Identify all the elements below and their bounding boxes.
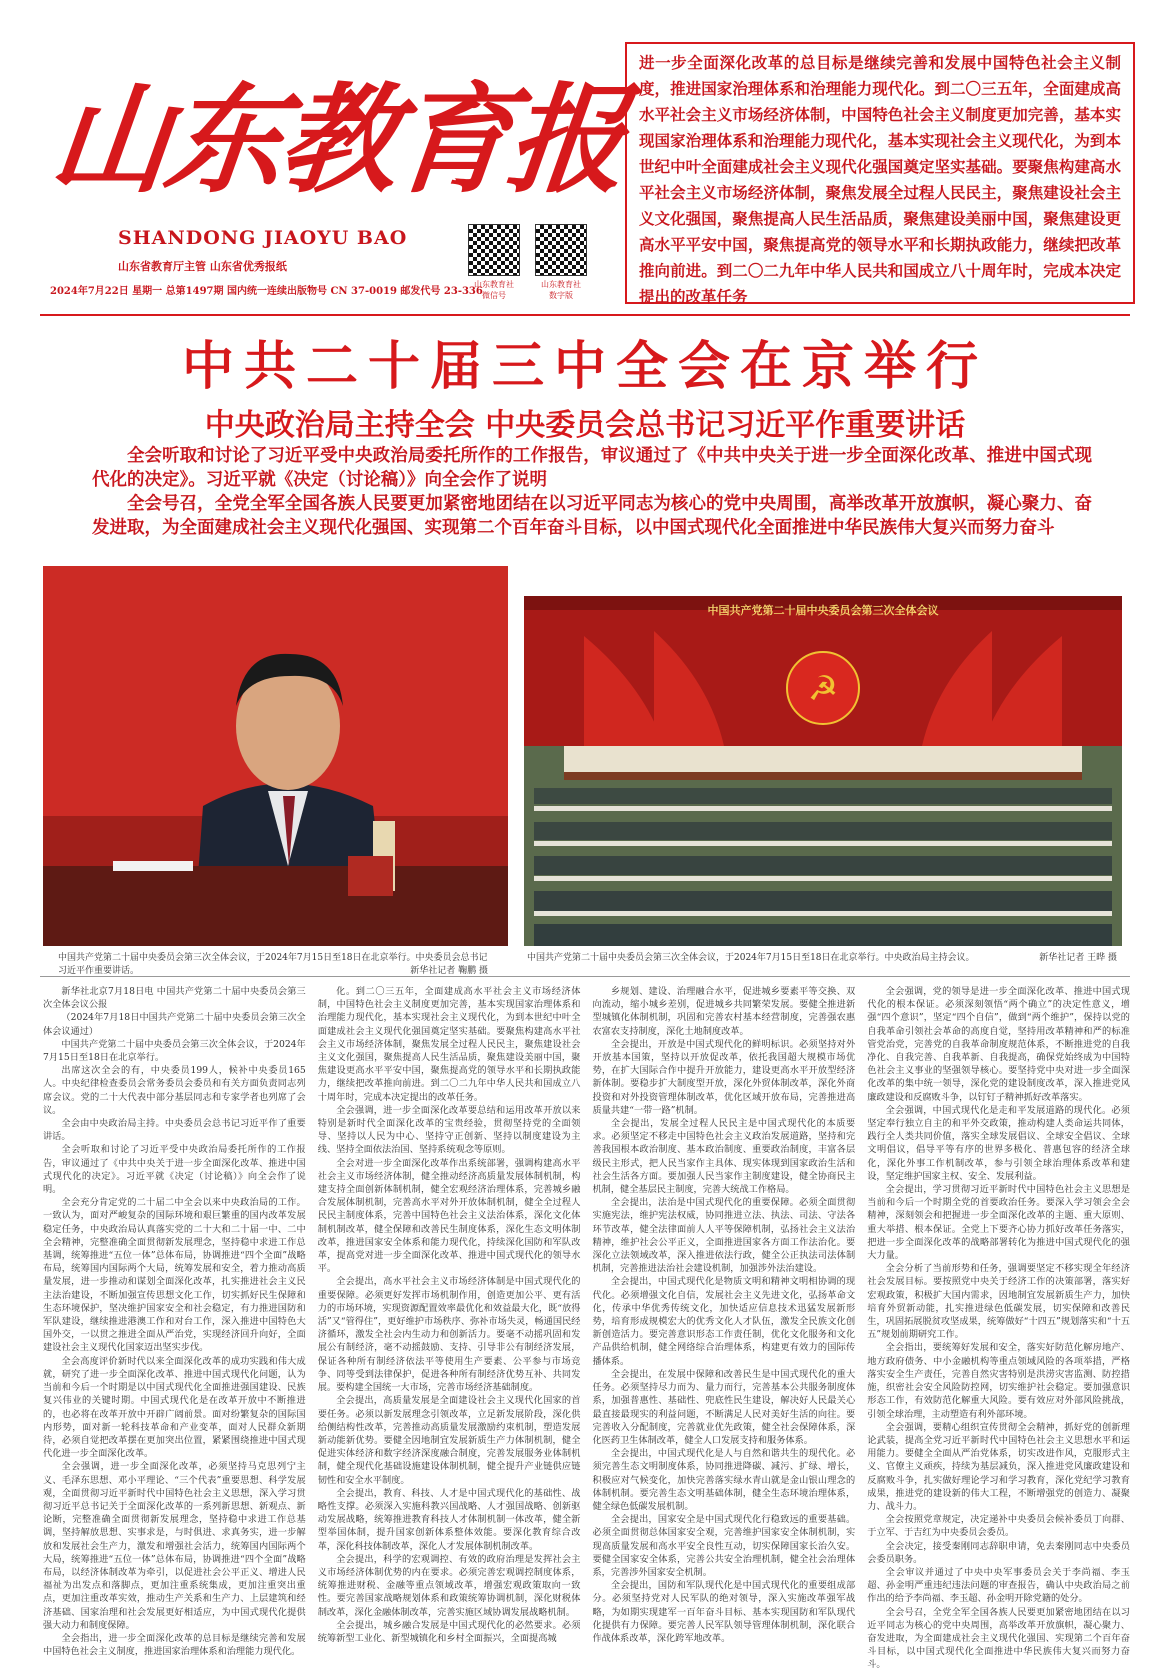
paragraph: 化。到二〇三五年，全面建成高水平社会主义市场经济体制，中国特色社会主义制度更加完善，基本实现国家治理体系和治理能力现代化，基本实现社会主义现代化，为到本世纪中叶全面建成社会主义现代化强国奠定坚实基础。要聚焦构建高水平社会主义市场经济体制，聚焦发展全过程人民民主，聚焦建设社会主义文化强国，聚焦提高人民生活品质，聚焦建设美丽中国，聚焦建设更高水平平安中国，聚焦提高党的领导水平和长期执政能力，继续把改革推向前进。到二〇二九年中华人民共和国成立八十周年时，完成本决定提出的改革任务。 xyxy=(317,986,581,1103)
paragraph: 全会提出，中国式现代化是人与自然和谐共生的现代化。必须完善生态文明制度体系，协同推进降碳、减污、扩绿、增长，积极应对气候变化，加快完善落实绿水青山就是金山银山理念的体制机制。要完善生态文明基础体制，健全生态环境治理体系，健全绿色低碳发展机制。 xyxy=(592,1448,856,1512)
newspaper-logo: 山东教育报 xyxy=(44,70,630,209)
paragraph: 乡规划、建设、治理融合水平，促进城乡要素平等交换、双向流动，缩小城乡差别，促进城乡共同繁荣发展。要健全推进新型城镇化体制机制，巩固和完善农村基本经营制度，完善强农惠农富农支持制度，深化土地制度改革。 xyxy=(592,986,856,1037)
paragraph: 全会提出，法治是中国式现代化的重要保障。必须全面贯彻实施宪法，维护宪法权威，协同推进立法、执法、司法、守法各环节改革，健全法律面前人人平等保障机制，弘扬社会主义法治精神，维护社会公平正义，全面推进国家各方面工作法治化。要深化立法领域改革，深入推进依法行政，健全公正执法司法体制机制，完善推进法治社会建设机制，加强涉外法治建设。 xyxy=(592,1197,856,1275)
sub-headline: 中央政治局主持全会 中央委员会总书记习近平作重要讲话 xyxy=(204,408,966,443)
photo2-credit: 新华社记者 王晔 摄 xyxy=(1039,953,1117,963)
qr-label-line2: 微信号 xyxy=(482,291,506,300)
paragraph: 全会提出，学习贯彻习近平新时代中国特色社会主义思想是当前和今后一个时期全党的首要政治任务。要深入学习领会全会精神，深刻领会和把握进一步全面深化改革的主题、重大原则、重大举措、根本保证。全党上下要齐心协力抓好改革任务落实，把进一步全面深化改革的战略部署转化为推进中国式现代化的强大力量。 xyxy=(867,1184,1130,1262)
paragraph: 全会指出，进一步全面深化改革的总目标是继续完善和发展中国特色社会主义制度，推进国家治理体系和治理能力现代化。 xyxy=(43,1632,306,1658)
paragraph: 新华社北京7月18日电 中国共产党第二十届中央委员会第三次全体会议公报 xyxy=(43,986,306,1011)
paragraph: 全会强调，党的领导是进一步全面深化改革、推进中国式现代化的根本保证。必须深刻领悟“两个确立”的决定性意义，增强“四个意识”，坚定“四个自信”，做到“两个维护”，保持以党的自我革命引领社会革命的高度自觉，坚持用改革精神和严的标准管党治党，完善党的自我革命制度规范体系，不断推进党的自我净化、自我完善、自我革新、自我提高，确保党始终成为中国特色社会主义事业的坚强领导核心。要坚持党中央对进一步全面深化改革的集中统一领导，深化党的建设制度改革，深入推进党风廉政建设和反腐败斗争，以钉钉子精神抓好改革落实。 xyxy=(867,986,1130,1103)
qr-label-line1: 山东教育社 xyxy=(474,280,514,289)
paragraph: 全会提出，教育、科技、人才是中国式现代化的基础性、战略性支撑。必须深入实施科教兴国战略、人才强国战略、创新驱动发展战略，统筹推进教育科技人才体制机制一体改革，健全新型举国体制，提升国家创新体系整体效能。要深化教育综合改革，深化科技体制改革，深化人才发展体制机制改革。 xyxy=(317,1487,581,1552)
plenary-photo-illustration xyxy=(524,596,1122,946)
plenary-banner: 中国共产党第二十届中央委员会第三次全体会议 xyxy=(707,604,939,617)
paragraph: 全会充分肯定党的二十届二中全会以来中央政治局的工作。一致认为，面对严峻复杂的国际环境和艰巨繁重的国内改革发展稳定任务，中央政治局认真落实党的二十大和二十届一中、二中全会精神，完整准确全面贯彻新发展理念，坚持稳中求进工作总基调，统筹推进“五位一体”总体布局，协调推进“四个全面”战略布局，统筹国内国际两个大局，统筹发展和安全，着力推动高质量发展，进一步推动和谋划全面深化改革，扎实推进社会主义民主法治建设，不断加强宣传思想文化工作，切实抓好民生保障和生态环境保护，坚决维护国家安全和社会稳定，有力推进国防和军队建设，继续推进港澳工作和对台工作，深入推进中国特色大国外交，一以贯之推进全面从严治党，实现经济回升向好，全面建设社会主义现代化国家迈出坚实步伐。 xyxy=(43,1197,306,1354)
issue-line: 2024年7月22日 星期一 总第1497期 国内统一连续出版物号 CN 37-0019 邮发代号 23-336 xyxy=(50,286,483,297)
paragraph: 全会高度评价新时代以来全面深化改革的成功实践和伟大成就，研究了进一步全面深化改革、推进中国式现代化问题，认为当前和今后一个时期是以中国式现代化全面推进强国建设、民族复兴伟业的关键时期。中国式现代化是在改革开放中不断推进的，也必将在改革开放中开辟广阔前景。面对纷繁复杂的国际国内形势，面对新一轮科技革命和产业变革，面对人民群众新期待，必须自觉把改革摆在更加突出位置，紧紧围绕推进中国式现代化进一步全面深化改革。 xyxy=(43,1355,306,1460)
masthead-divider xyxy=(40,314,1130,316)
paragraph: 全会强调，进一步全面深化改革要总结和运用改革开放以来特别是新时代全面深化改革的宝贵经验，贯彻坚持党的全面领导、坚持以人民为中心、坚持守正创新、坚持以制度建设为主线、坚持全面依法治国、坚持系统观念等原则。 xyxy=(317,1104,581,1156)
paragraph: 全会提出，科学的宏观调控、有效的政府治理是发挥社会主义市场经济体制优势的内在要求。必须完善宏观调控制度体系，统筹推进财税、金融等重点领域改革，增强宏观政策取向一致性。要完善国家战略规划体系和政策统筹协调机制，深化财税体制改革，深化金融体制改革，完善实施区域协调发展战略机制。 xyxy=(317,1553,581,1618)
paragraph: 全会提出，高水平社会主义市场经济体制是中国式现代化的重要保障。必须更好发挥市场机制作用，创造更加公平、更有活力的市场环境，实现资源配置效率最优化和效益最大化，既“放得活”又“管得住”，更好维护市场秩序、弥补市场失灵，畅通国民经济循环，激发全社会内生动力和创新活力。要毫不动摇巩固和发展公有制经济，毫不动摇鼓励、支持、引导非公有制经济发展，保证各种所有制经济依法平等使用生产要素、公平参与市场竞争、同等受到法律保护，促进各种所有制经济优势互补、共同发展。要构建全国统一大市场，完善市场经济基础制度。 xyxy=(317,1276,581,1394)
paragraph: 全会提出，发展全过程人民民主是中国式现代化的本质要求。必须坚定不移走中国特色社会主义政治发展道路，坚持和完善我国根本政治制度、基本政治制度、重要政治制度，丰富各层级民主形式，把人民当家作主具体、现实体现到国家政治生活和社会生活各方面。要加强人民当家作主制度建设，健全协商民主机制，健全基层民主制度，完善大统战工作格局。 xyxy=(592,1118,856,1196)
article-column-4 xyxy=(867,985,1130,1671)
qr-code-icon xyxy=(468,224,520,276)
article-column-1 xyxy=(43,985,306,1658)
paragraph: 全会听取和讨论了习近平受中央政治局委托所作的工作报告，审议通过了《中共中央关于进一步全面深化改革、推进中国式现代化的决定》。习近平就《决定（讨论稿）》向全会作了说明。 xyxy=(43,1144,306,1196)
article-column-3 xyxy=(592,985,856,1644)
paragraph: 出席这次全会的有，中央委员199人，候补中央委员165人。中央纪律检查委员会常务委员会委员和有关方面负责同志列席会议。党的二十大代表中部分基层同志和专家学者也列席了会议。 xyxy=(43,1065,306,1116)
qr-digital[interactable] xyxy=(525,224,597,301)
paragraph: 中国共产党第二十届中央委员会第三次全体会议，于2024年7月15日至18日在北京举行。 xyxy=(43,1038,306,1064)
paragraph: 全会强调，中国式现代化是走和平发展道路的现代化。必须坚定奉行独立自主的和平外交政策，推动构建人类命运共同体，践行全人类共同价值，落实全球发展倡议、全球安全倡议、全球文明倡议，倡导平等有序的世界多极化、普惠包容的经济全球化，深化外事工作机制改革，参与引领全球治理体系改革和建设，坚定维护国家主权、安全、发展利益。 xyxy=(867,1104,1130,1182)
photo2-caption-text: 中国共产党第二十届中央委员会第三次全体会议，于2024年7月15日至18日在北京举行。中央政治局主持会议。 xyxy=(527,953,975,963)
qr-label-line2: 数字版 xyxy=(549,291,573,300)
lead-paragraph-2: 全会号召，全党全军全国各族人民要更加紧密地团结在以习近平同志为核心的党中央周围，高举改革开放旗帜，凝心聚力、奋发进取，为全面建成社会主义现代化强国、实现第二个百年奋斗目标，以中国式现代化全面推进中华民族伟大复兴而努力奋斗 xyxy=(92,494,1092,538)
paragraph: 全会提出，高质量发展是全面建设社会主义现代化国家的首要任务。必须以新发展理念引领改革，立足新发展阶段，深化供给侧结构性改革，完善推动高质量发展激励约束机制，塑造发展新动能新优势。要健全因地制宜发展新质生产力体制机制，健全促进实体经济和数字经济深度融合制度，完善发展服务业体制机制，健全现代化基础设施建设体制机制，健全提升产业链供应链韧性和安全水平制度。 xyxy=(317,1395,581,1486)
paragraph: （2024年7月18日中国共产党第二十届中央委员会第三次全体会议通过） xyxy=(43,1012,306,1037)
paragraph: 全会强调，要精心组织宣传贯彻全会精神，抓好党的创新理论武装，提高全党习近平新时代中国特色社会主义思想水平和运用能力。要健全全面从严治党体系，切实改进作风，克服形式主义、官僚主义顽疾，持续为基层减负，深入推进党风廉政建设和反腐败斗争，扎实做好理论学习和学习教育，深化党纪学习教育成果，推进党的建设新的伟大工程，不断增强党的创造力、凝聚力、战斗力。 xyxy=(867,1421,1130,1512)
paragraph: 全会提出，国防和军队现代化是中国式现代化的重要组成部分。必须坚持党对人民军队的绝对领导，深入实施改革强军战略，为如期实现建军一百年奋斗目标、基本实现国防和军队现代化提供有力保障。要完善人民军队领导管理体制机制，深化联合作战体系改革，深化跨军地改革。 xyxy=(592,1580,856,1644)
photo-speaker xyxy=(43,566,508,946)
photo1-caption xyxy=(58,952,488,978)
paragraph: 全会按照党章规定，决定递补中央委员会候补委员丁向群、于立军、于吉红为中央委员会委员。 xyxy=(867,1514,1130,1539)
photo-plenary xyxy=(524,596,1122,946)
paragraph: 全会提出，在发展中保障和改善民生是中国式现代化的重大任务。必须坚持尽力而为、量力而行，完善基本公共服务制度体系，加强普惠性、基础性、兜底性民生建设，解决好人民最关心最直接最现实的利益问题，不断满足人民对美好生活的向往。要完善收入分配制度，完善就业优先政策，健全社会保障体系，深化医药卫生体制改革，健全人口发展支持和服务体系。 xyxy=(592,1368,856,1446)
masthead-sponsor: 山东省教育厅主管 山东省优秀报纸 xyxy=(118,260,287,273)
paragraph: 全会由中央政治局主持。中央委员会总书记习近平作了重要讲话。 xyxy=(43,1118,306,1143)
paragraph: 全会审议并通过了中央中央军事委员会关于李尚福、李玉超、孙金明严重违纪违法问题的审查报告，确认中央政治局之前作出的给予李尚福、李玉超、孙金明开除党籍的处分。 xyxy=(867,1566,1130,1605)
paragraph: 全会提出，中国式现代化是物质文明和精神文明相协调的现代化。必须增强文化自信，发展社会主义先进文化，弘扬革命文化，传承中华优秀传统文化，加快适应信息技术迅猛发展新形势，培育形成规模宏大的优秀文化人才队伍，激发全民族文化创新创造活力。要完善意识形态工作责任制，优化文化服务和文化产品供给机制，健全网络综合治理体系，构建更有效力的国际传播体系。 xyxy=(592,1276,856,1367)
paragraph: 全会提出，国家安全是中国式现代化行稳致远的重要基础。必须全面贯彻总体国家安全观，完善维护国家安全体制机制，实现高质量发展和高水平安全良性互动，切实保障国家长治久安。要健全国家安全体系，完善公共安全治理机制，健全社会治理体系，完善涉外国家安全机制。 xyxy=(592,1514,856,1578)
article-body xyxy=(43,985,1130,1671)
paragraph: 全会分析了当前形势和任务，强调要坚定不移实现全年经济社会发展目标。要按照党中央关于经济工作的决策部署，落实好宏观政策，积极扩大国内需求，因地制宜发展新质生产力，加快培育外贸新动能，扎实推进绿色低碳发展，切实保障和改善民生，巩固拓展脱贫攻坚成果，统筹做好“十四五”规划落实和“十五五”规划前期研究工作。 xyxy=(867,1263,1130,1341)
main-headline: 中共二十届三中全会在京举行 xyxy=(181,337,988,397)
paragraph: 全会指出，要统筹好发展和安全，落实好防范化解房地产、地方政府债务、中小金融机构等重点领域风险的各项举措，严格落实安全生产责任，完善自然灾害特别是洪涝灾害监测、防控措施，织密社会安全风险防控网，切实维护社会稳定。要加强意识形态工作，有效防范化解重大风险。要有效应对外部风险挑战，引领全球治理，主动塑造有利外部环境。 xyxy=(867,1342,1130,1420)
paragraph: 全会号召，全党全军全国各族人民要更加紧密地团结在以习近平同志为核心的党中央周围，高举改革开放旗帜，凝心聚力、奋发进取，为全面建成社会主义现代化强国、实现第二个百年奋斗目标，以中国式现代化全面推进中华民族伟大复兴而努力奋斗。 xyxy=(867,1606,1130,1671)
paragraph: 全会提出，开放是中国式现代化的鲜明标识。必须坚持对外开放基本国策，坚持以开放促改革，依托我国超大规模市场优势，在扩大国际合作中提升开放能力，建设更高水平开放型经济新体制。要稳步扩大制度型开放，深化外贸体制改革，深化外商投资和对外投资管理体制改革，优化区域开放布局，完善推进高质量共建“一带一路”机制。 xyxy=(592,1038,856,1116)
photo-divider xyxy=(40,976,1130,977)
qr-code-icon xyxy=(535,224,587,276)
paragraph: 全会决定，接受秦刚同志辞职申请，免去秦刚同志中央委员会委员职务。 xyxy=(867,1540,1130,1565)
summary-box: 进一步全面深化改革的总目标是继续完善和发展中国特色社会主义制度，推进国家治理体系和治理能力现代化。到二〇三五年，全面建成高水平社会主义市场经济体制，中国特色社会主义制度更加完善，基本实现国家治理体系和治理能力现代化，基本实现社会主义现代化，为到本世纪中叶全面建成社会主义现代化强国奠定坚实基础。要聚焦构建高水平社会主义市场经济体制，聚焦发展全过程人民民主，聚焦建设社会主义文化强国，聚焦提高人民生活品质，聚焦建设美丽中国，聚焦建设更高水平平安中国，聚焦提高党的领导水平和长期执政能力，继续把改革推向前进。到二〇二九年中华人民共和国成立八十周年时，完成本决定提出的改革任务 xyxy=(625,42,1135,304)
photo2-caption xyxy=(527,952,1117,965)
svg-text:☭: ☭ xyxy=(807,669,839,709)
qr-wechat[interactable] xyxy=(458,224,530,301)
paragraph: 全会提出，城乡融合发展是中国式现代化的必然要求。必须统筹新型工业化、新型城镇化和乡村全面振兴，全面提高城 xyxy=(317,1619,581,1644)
paragraph: 全会对进一步全面深化改革作出系统部署，强调构建高水平社会主义市场经济体制，健全推动经济高质量发展体制机制，构建支持全面创新体制机制，健全宏观经济治理体系，完善城乡融合发展体制机制，完善高水平对外开放体制机制，健全全过程人民民主制度体系，完善中国特色社会主义法治体系，深化文化体制机制改革，健全保障和改善民生制度体系，深化生态文明体制改革，推进国家安全体系和能力现代化，持续深化国防和军队改革，提高党对进一步全面深化改革、推进中国式现代化的领导水平。 xyxy=(317,1157,581,1275)
masthead-pinyin: SHANDONG JIAOYU BAO xyxy=(118,227,408,249)
paragraph: 全会强调，进一步全面深化改革，必须坚持马克思列宁主义、毛泽东思想、邓小平理论、“三个代表”重要思想、科学发展观，全面贯彻习近平新时代中国特色社会主义思想，深入学习贯彻习近平总书记关于全面深化改革的一系列新思想、新观点、新论断，完整准确全面贯彻新发展理念，坚持稳中求进工作总基调，坚持解放思想、实事求是，与时俱进、求真务实，进一步解放和发展社会生产力，激发和增强社会活力，统筹国内国际两个大局，统筹推进“五位一体”总体布局，协调推进“四个全面”战略布局，以经济体制改革为牵引，以促进社会公平正义、增进人民福祉为出发点和落脚点，更加注重系统集成，更加注重突出重点，更加注重改革实效，推动生产关系和生产力、上层建筑和经济基础、国家治理和社会发展更好相适应，为中国式现代化提供强大动力和制度保障。 xyxy=(43,1461,306,1631)
lead-paragraph-1: 全会听取和讨论了习近平受中央政治局委托所作的工作报告，审议通过了《中共中央关于进一步全面深化改革、推进中国式现代化的决定》。习近平就《决定（讨论稿）》向全会作了说明 xyxy=(92,446,1092,490)
photo1-caption-text: 中国共产党第二十届中央委员会第三次全体会议，于2024年7月15日至18日在北京举行。中央委员会总书记习近平作重要讲话。 xyxy=(58,953,488,976)
qr-label-line1: 山东教育社 xyxy=(541,280,581,289)
speaker-photo-illustration xyxy=(43,566,508,946)
article-column-2 xyxy=(317,985,581,1644)
photo1-credit: 新华社记者 鞠鹏 摄 xyxy=(410,966,488,976)
